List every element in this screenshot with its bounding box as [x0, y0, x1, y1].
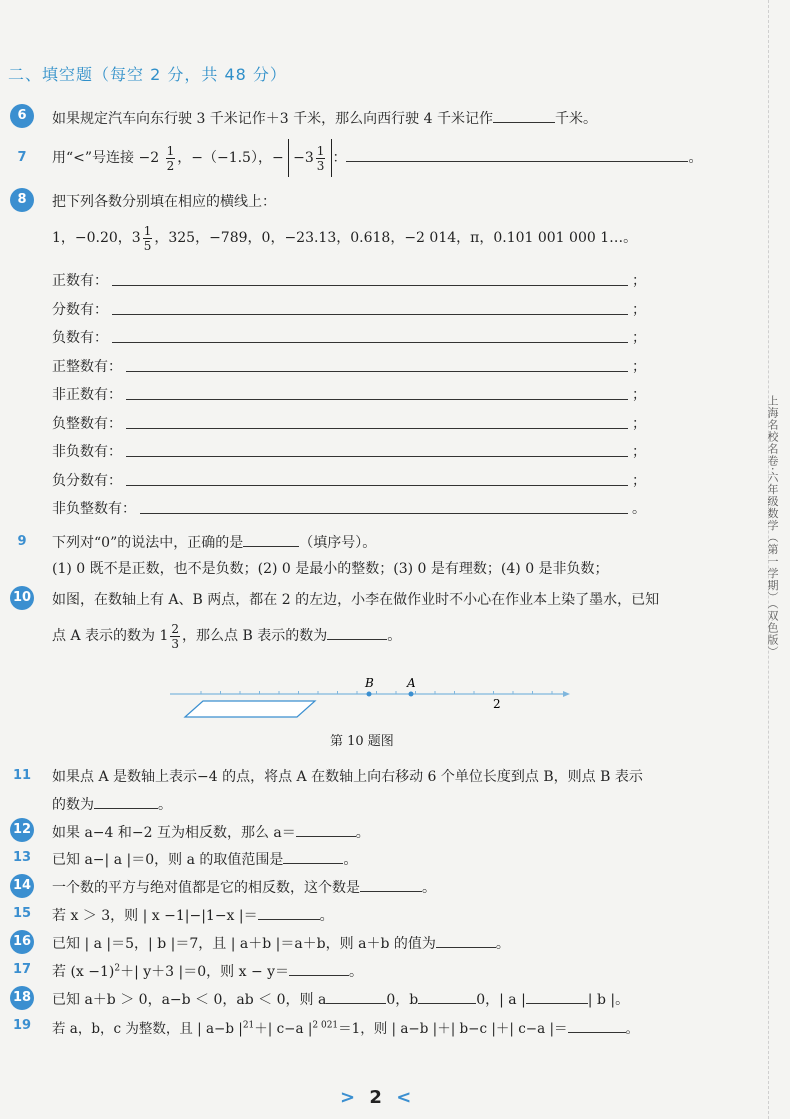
q8-numbers-pre: 1，−0.20，3 [52, 230, 141, 246]
q9-blank[interactable] [243, 532, 299, 547]
q17-end: 。 [349, 964, 364, 980]
q12-blank[interactable] [296, 822, 356, 837]
q8-category-blank[interactable] [126, 371, 628, 372]
q18-part4: | b |。 [587, 992, 630, 1008]
q8-category-row [52, 470, 646, 489]
q7-absolute [288, 139, 332, 177]
q8-category-row [52, 327, 646, 346]
q6-blank[interactable] [493, 108, 555, 123]
q10-end: 。 [387, 628, 402, 644]
page-number-value: 2 [369, 1087, 382, 1108]
question-15 [52, 905, 334, 925]
q19-text: 若 a，b，c 为整数，且 | a−b | [52, 1021, 243, 1037]
q8-category-end: 。 [632, 501, 646, 517]
question-number-12: 12 [10, 818, 34, 842]
q17-blank[interactable] [289, 961, 349, 976]
q19-blank[interactable] [568, 1018, 626, 1033]
question-number-11: 11 [12, 768, 32, 783]
q8-category-blank[interactable] [126, 485, 628, 486]
q10-line2 [52, 616, 401, 656]
q7-fraction-2 [316, 144, 326, 173]
q13-text: 已知 a−| a |＝0，则 a 的取值范围是 [52, 852, 284, 868]
q8-category-blank[interactable] [140, 513, 628, 514]
q8-category-row [52, 356, 646, 375]
q7-end: 。 [688, 150, 703, 166]
number-line-figure [165, 672, 575, 722]
question-number-19: 19 [12, 1018, 32, 1033]
ink-stain [185, 701, 315, 717]
q7-colon: ： [332, 150, 347, 166]
question-number-13: 13 [12, 850, 32, 865]
question-number-16: 16 [10, 930, 34, 954]
question-number-7: 7 [17, 150, 27, 165]
q10-f-num: 2 [171, 621, 180, 636]
question-number-8: 8 [10, 188, 34, 212]
q18-text: 已知 a＋b ＞ 0，a−b ＜ 0，ab ＜ 0，则 a [52, 992, 327, 1008]
question-number-18: 18 [10, 986, 34, 1010]
q18-blank-1[interactable] [326, 989, 386, 1004]
q19-end: 。 [625, 1021, 639, 1037]
q8-category-label: 正数有： [52, 273, 108, 289]
q8-category-label: 负分数有： [52, 472, 122, 489]
question-18 [52, 989, 629, 1009]
figure-caption: 第 10 题图 [330, 734, 394, 749]
label-a: A [407, 676, 416, 690]
question-14 [52, 877, 436, 897]
question-number-10: 10 [10, 586, 34, 610]
q8-numbers-post: ，325，−789，0，−23.13，0.618，−2 014，π，0.101 001 000 1…。 [154, 230, 638, 246]
q11-blank[interactable] [94, 794, 158, 809]
question-13 [52, 849, 357, 869]
question-17 [52, 961, 363, 981]
q15-text: 若 x ＞ 3，则 | x −1|−|1−x |＝ [52, 908, 258, 924]
question-number-17: 17 [12, 962, 32, 977]
q18-blank-2[interactable] [418, 989, 476, 1004]
q9-options: (1) 0 既不是正数，也不是负数；(2) 0 是最小的整数；(3) 0 是有理数；(4) 0 是非负数； [52, 561, 609, 577]
q8-category-label: 非正数有： [52, 387, 122, 403]
q7-mid: ，−（−1.5），− [177, 150, 284, 166]
question-6 [52, 108, 597, 128]
q8-category-end: ； [632, 301, 646, 318]
q8-category-blank[interactable] [126, 428, 628, 429]
question-number-6: 6 [10, 104, 34, 128]
q8-category-end: ； [632, 330, 646, 346]
q8-category-row [52, 270, 646, 289]
q11-end: 。 [158, 797, 172, 813]
q8-category-blank[interactable] [126, 399, 628, 400]
section-title: 二、填空题（每空 2 分，共 48 分） [8, 65, 287, 84]
q8-category-row [52, 299, 646, 318]
q16-text: 已知 | a |＝5，| b |＝7，且 | a＋b |＝a＋b，则 a＋b 的值为 [52, 936, 436, 952]
question-9 [52, 532, 376, 552]
q10-line2-pre: 点 A 表示的数为 1 [52, 628, 169, 644]
q12-end: 。 [355, 825, 370, 841]
q10-line2-post: ，那么点 B 表示的数为 [182, 628, 328, 644]
q13-end: 。 [343, 852, 358, 868]
q17-text: 若 (x −1) [52, 964, 115, 980]
q8-category-label: 负数有： [52, 330, 108, 346]
q18-part3: 0，| a | [476, 992, 526, 1008]
q17-mid: ＋| y＋3 |＝0，则 x − y＝ [120, 964, 290, 980]
q11-line2-text: 的数为 [52, 797, 94, 813]
q7-f1-num: 1 [166, 143, 175, 158]
q8-category-label: 负整数有： [52, 415, 122, 432]
q8-numbers [52, 218, 637, 258]
q8-category-label: 分数有： [52, 301, 108, 318]
q16-end: 。 [495, 936, 510, 952]
q8-category-blank[interactable] [112, 314, 628, 315]
q10-blank[interactable] [327, 625, 387, 640]
q6-unit: 千米。 [554, 111, 597, 127]
q8-category-label: 非负数有： [52, 444, 122, 460]
q10-f-den: 3 [171, 636, 180, 651]
q8-category-end: ； [632, 387, 646, 403]
q8-category-end: ； [632, 358, 646, 375]
point-a [409, 692, 414, 697]
label-b: B [365, 676, 374, 690]
q16-blank[interactable] [436, 933, 496, 948]
q8-category-blank[interactable] [112, 285, 628, 286]
q7-f2-num: 1 [316, 143, 325, 158]
q10-fraction [170, 622, 180, 651]
q19-sup1: 21 [242, 1020, 255, 1031]
q19-mid: ＋| c−a | [254, 1021, 313, 1037]
q14-text: 一个数的平方与绝对值都是它的相反数，这个数是 [52, 880, 360, 896]
q17-sup: 2 [114, 963, 121, 974]
question-number-14: 14 [10, 874, 34, 898]
q7-f1-den: 2 [166, 158, 175, 173]
page-number [340, 1087, 411, 1108]
q14-blank[interactable] [360, 877, 422, 892]
q9-post: （填序号）。 [299, 535, 377, 551]
q8-text: 把下列各数分别填在相应的横线上： [52, 194, 276, 210]
q10-line1: 如图，在数轴上有 A、B 两点，都在 2 的左边，小李在做作业时不小心在作业本上染了墨水，已知 [52, 592, 660, 608]
question-number-9: 9 [17, 534, 27, 549]
q11-line1: 如果点 A 是数轴上表示−4 的点，将点 A 在数轴上向右移动 6 个单位长度到点 B，则点 B 表示 [52, 769, 643, 785]
q14-end: 。 [422, 880, 436, 896]
q19-sup2: 2 021 [312, 1020, 339, 1031]
q7-text: 用“<”号连接 −2 [52, 150, 160, 166]
number-line-arrow [563, 691, 570, 697]
q8-category-end: ； [632, 415, 646, 432]
q8-category-end: ； [632, 472, 646, 489]
q8-category-end: ； [632, 273, 646, 289]
q8-category-row [52, 498, 646, 517]
question-19 [52, 1017, 639, 1037]
q8-category-row [52, 413, 646, 432]
question-16 [52, 933, 510, 953]
q8-category-blank[interactable] [126, 456, 628, 457]
q15-blank[interactable] [258, 905, 320, 920]
q8-category-blank[interactable] [112, 342, 628, 343]
q18-blank-3[interactable] [526, 989, 588, 1004]
q18-part2: 0，b [386, 992, 419, 1008]
side-book-title: 上海名校名卷·六年级数学（第一学期）（双色版） [766, 395, 779, 658]
q8-f-num: 1 [143, 223, 152, 238]
q12-text: 如果 a−4 和−2 互为相反数，那么 a＝ [52, 825, 296, 841]
q7-blank[interactable] [346, 147, 688, 162]
q8-category-row [52, 441, 646, 460]
q15-end: 。 [319, 908, 334, 924]
q8-f-den: 5 [143, 238, 152, 253]
q7-abs-text: −3 [293, 150, 314, 166]
q8-category-end: ； [632, 444, 646, 460]
q7-f2-den: 3 [316, 158, 325, 173]
q7-fraction-1 [166, 144, 176, 173]
question-number-15: 15 [12, 906, 32, 921]
page-left-arrow: > [340, 1087, 356, 1108]
label-2: 2 [493, 697, 501, 711]
q9-text: 下列对“0”的说法中，正确的是 [52, 535, 244, 551]
q8-category-label: 正整数有： [52, 358, 122, 375]
question-12 [52, 822, 370, 842]
q8-category-label: 非负整数有： [52, 501, 136, 517]
q13-blank[interactable] [283, 849, 343, 864]
q19-mid2: ＝1，则 | a−b |＋| b−c |＋| c−a |＝ [338, 1021, 568, 1037]
page-right-arrow: < [396, 1087, 412, 1108]
question-7 [52, 138, 702, 178]
q8-category-row [52, 384, 646, 403]
point-b [367, 692, 372, 697]
q8-fraction [143, 224, 153, 253]
q6-text: 如果规定汽车向东行驶 3 千米记作＋3 千米，那么向西行驶 4 千米记作 [52, 111, 493, 127]
q11-line2 [52, 794, 172, 814]
